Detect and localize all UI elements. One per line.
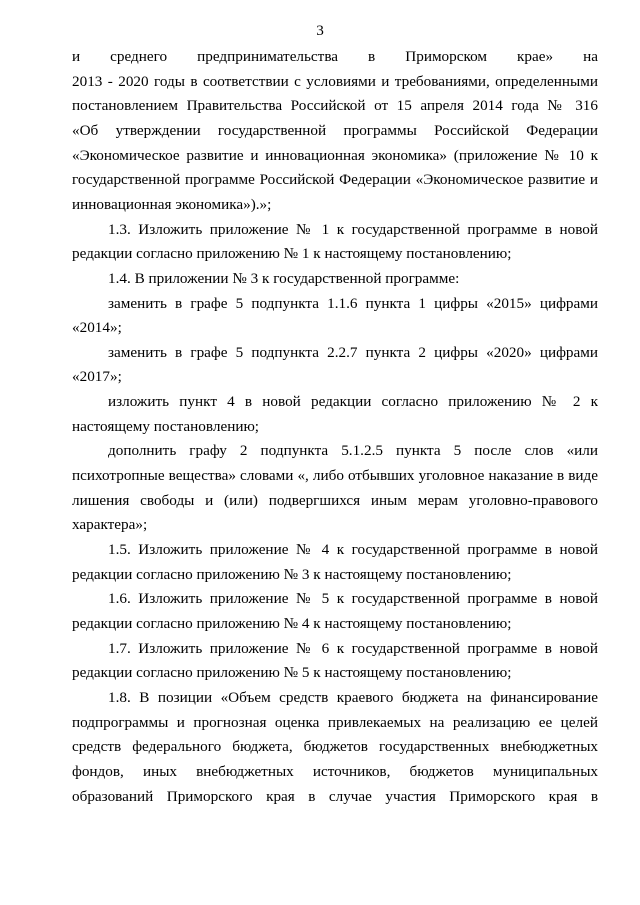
text-line: «2014»; xyxy=(72,319,122,337)
text-line: «Экономическое развитие и инновационная экономика» (приложение № 10 к xyxy=(72,146,598,164)
text-line: характера»; xyxy=(72,516,148,534)
text-line: редакции согласно приложению № 4 к настоящему постановлению; xyxy=(72,614,512,632)
text-line: государственной программе Российской Федерации «Экономическое развитие и xyxy=(72,171,598,189)
text-line: 1.5. Изложить приложение № 4 к государственной программе в новой xyxy=(108,541,598,558)
text-line: 1.3. Изложить приложение № 1 к государственной программе в новой xyxy=(108,220,598,238)
text-line: изложить пункт 4 в новой редакции согласно приложению № 2 к xyxy=(108,393,598,411)
text-line: 2013 - 2020 годы в соответствии с условиями и требованиями, определенными xyxy=(72,72,598,90)
page-number: 3 xyxy=(316,22,324,39)
text-line: «Об утверждении государственной программы Российской Федерации xyxy=(72,121,598,139)
text-line: заменить в графе 5 подпункта 2.2.7 пункта 2 цифры «2020» цифрами xyxy=(108,343,598,361)
text-line: подпрограммы и прогнозная оценка привлекаемых на реализацию ее целей xyxy=(72,713,598,731)
text-line: «2017»; xyxy=(72,368,122,386)
text-line: 1.6. Изложить приложение № 5 к государственной программе в новой xyxy=(108,590,598,608)
text-line: фондов, иных внебюджетных источников, бюджетов муниципальных xyxy=(72,762,598,780)
text-line: психотропные вещества» словами «, либо отбывших уголовное наказание в виде xyxy=(72,467,598,485)
text-line: и среднего предпринимательства в Приморском крае» на xyxy=(72,48,598,65)
text-line: настоящему постановлению; xyxy=(72,417,260,435)
text-line: средств федерального бюджета, бюджетов государственных внебюджетных xyxy=(72,738,598,756)
text-line: лишения свободы и (или) подвергшихся иным мерам уголовно-правового xyxy=(72,491,598,509)
text-line: заменить в графе 5 подпункта 1.1.6 пункта 1 цифры «2015» цифрами xyxy=(108,294,598,312)
text-line: 1.4. В приложении № 3 к государственной программе: xyxy=(108,269,460,287)
text-line: постановлением Правительства Российской от 15 апреля 2014 года № 316 xyxy=(72,97,598,115)
text-line: редакции согласно приложению № 1 к настоящему постановлению; xyxy=(72,245,512,263)
text-line: дополнить графу 2 подпункта 5.1.2.5 пункта 5 после слов «или xyxy=(108,442,598,460)
text-line: инновационная экономика»).»; xyxy=(72,195,272,213)
text-line: редакции согласно приложению № 3 к настоящему постановлению; xyxy=(72,565,512,583)
text-line: 1.8. В позиции «Объем средств краевого бюджета на финансирование xyxy=(108,688,598,706)
text-line: образований Приморского края в случае участия Приморского края в xyxy=(72,787,598,805)
text-line: 1.7. Изложить приложение № 6 к государственной программе в новой xyxy=(108,639,598,657)
text-line: редакции согласно приложению № 5 к настоящему постановлению; xyxy=(72,664,512,682)
